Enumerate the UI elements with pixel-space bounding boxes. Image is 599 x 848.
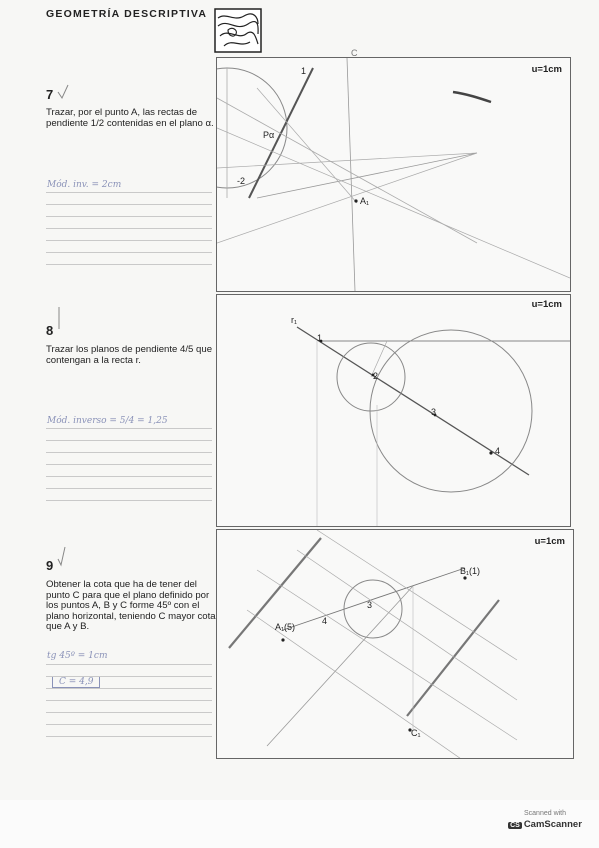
answer-line — [46, 676, 212, 677]
exercise-9-handwritten-answer: tg 45º = 1cm — [47, 651, 108, 661]
scale-label: u=1cm — [534, 536, 565, 547]
point-a1-label: A₁(5) — [275, 622, 296, 632]
point-4-label: 4 — [495, 446, 501, 456]
exercise-7-handwritten-answer: Mód. inv. = 2cm — [47, 180, 122, 190]
answer-line — [46, 476, 212, 477]
point-minus-2-label: -2 — [237, 176, 246, 186]
point-b1-label: B₁(1) — [460, 566, 481, 576]
topographic-logo-icon — [214, 8, 262, 53]
point-4-label: 4 — [322, 616, 328, 626]
exercise-7-construction — [217, 58, 570, 291]
answer-line — [46, 204, 212, 205]
exercise-8-number: 8 — [46, 323, 54, 338]
answer-line — [46, 736, 212, 737]
exercise-9-drawing-frame — [216, 529, 574, 759]
answer-line — [46, 440, 212, 441]
answer-line — [46, 688, 212, 689]
exercise-9-number: 9 — [46, 558, 54, 573]
camscanner-logo-icon: CS — [510, 822, 520, 829]
point-c-label: C — [351, 48, 358, 58]
answer-line — [46, 464, 212, 465]
point-3-label: 3 — [431, 407, 437, 417]
exercise-7-statement: Trazar, por el punto A, las rectas de pendiente 1/2 contenidas en el plano α. — [46, 107, 214, 129]
check-mark-icon — [55, 305, 65, 331]
check-mark-icon — [56, 84, 70, 100]
answer-line — [46, 240, 212, 241]
scale-label: u=1cm — [531, 64, 562, 75]
plane-alpha-point-label: Pα — [263, 130, 275, 140]
scanned-with-text: Scanned with — [523, 810, 567, 817]
answer-line — [46, 488, 212, 489]
camscanner-badge — [505, 810, 585, 838]
exercise-7-drawing-frame — [216, 48, 571, 292]
page-title: GEOMETRÍA DESCRIPTIVA — [46, 8, 208, 20]
answer-line — [46, 228, 212, 229]
line-r1-label: r₁ — [291, 315, 298, 325]
exercise-8-construction — [217, 295, 570, 526]
exercise-8-drawing-frame — [216, 294, 571, 527]
point-1-label: 1 — [317, 333, 323, 343]
answer-line — [46, 192, 212, 193]
answer-line — [46, 428, 212, 429]
point-3-label: 3 — [367, 600, 373, 610]
exercise-8-statement: Trazar los planos de pendiente 4/5 que contengan a la recta r. — [46, 344, 213, 366]
answer-line — [46, 712, 212, 713]
exercise-9-construction — [217, 530, 573, 758]
check-mark-icon — [56, 545, 68, 569]
scale-label: u=1cm — [531, 299, 562, 310]
exercise-7-number: 7 — [46, 87, 54, 102]
exercise-9-statement: Obtener la cota que ha de tener del punto C para que el plano definido por los puntos A, B y C forme 45º con el plano horizontal, teniendo C mayor cota que A y B. — [46, 579, 216, 633]
answer-line — [46, 724, 212, 725]
point-a1-label: A₁ — [360, 196, 370, 206]
answer-line — [46, 452, 212, 453]
exercise-8-handwritten-answer: Mód. inverso = 5/4 = 1,25 — [47, 416, 168, 426]
answer-line — [46, 700, 212, 701]
exercise-9-final-answer: C = 4,9 — [52, 676, 100, 688]
answer-line — [46, 664, 212, 665]
point-c1-label: C₁ — [411, 728, 421, 738]
point-1-label: 1 — [301, 66, 307, 76]
answer-line — [46, 216, 212, 217]
camscanner-brand: CamScanner — [523, 819, 582, 830]
point-2-label: 2 — [373, 371, 379, 381]
answer-line — [46, 264, 212, 265]
answer-line — [46, 252, 212, 253]
answer-line — [46, 500, 212, 501]
